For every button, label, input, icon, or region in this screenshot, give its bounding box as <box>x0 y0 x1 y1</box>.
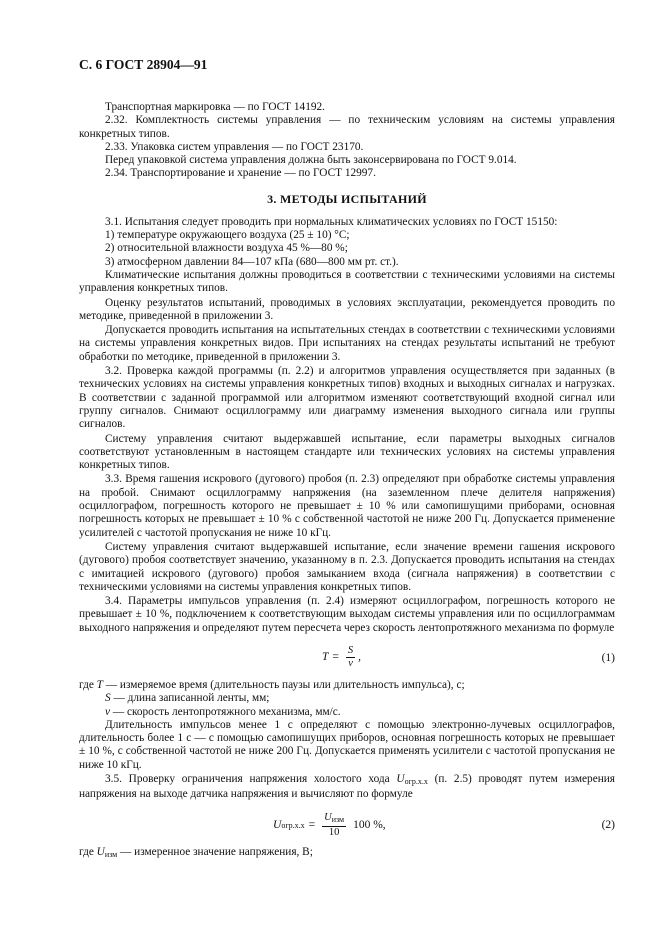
paragraph: Транспортная маркировка — по ГОСТ 14192. <box>105 101 325 113</box>
formula-number: (2) <box>601 818 615 831</box>
list-item: 1) температуре окружающего воздуха (25 ± 10) °С; <box>105 229 350 242</box>
where-lead: где <box>79 845 97 858</box>
definition <box>79 706 615 719</box>
paragraph: 2.33. Упаковка систем управления — по ГОСТ 23170. <box>105 140 364 153</box>
formula-number: (1) <box>601 651 615 664</box>
symbol: U <box>96 845 105 858</box>
paragraph <box>79 773 615 802</box>
paragraph: Климатические испытания должны проводиться в соответствии с техническими условиями на системы управления конкретных типов. <box>79 268 615 295</box>
formula-2 <box>79 808 615 842</box>
definition-text: — измеренное значение напряжения, В; <box>117 845 313 858</box>
definition <box>79 679 615 692</box>
formula-lhs: U <box>273 819 282 832</box>
list-item: 3) атмосферном давлении 84—107 кПа (680—800 мм рт. ст.). <box>105 255 399 268</box>
symbol: U <box>396 773 405 786</box>
formula-1 <box>79 641 615 675</box>
definition-text: — длина записанной ленты, мм; <box>110 692 270 705</box>
paragraph: Длительность импульсов менее 1 с определяют с помощью электронно-лучевых осциллографов, длительность более 1 с — с помощью самопишущих приборов, основная погрешность которых не превышает ± 10 %, с собственной частотой не ниже 200 Гц. Допускается применять усилители с частотой пропускания не ниже 10 кГц. <box>79 718 615 771</box>
formula-eq: = <box>332 651 339 664</box>
list-item: 2) относительной влажности воздуха 45 %—80 %; <box>105 242 348 255</box>
formula-fraction <box>322 812 346 839</box>
formula-lhs: T <box>322 651 329 664</box>
formula-tail: 100 %, <box>353 819 386 832</box>
paragraph: Оценку результатов испытаний, проводимых в условиях эксплуатации, рекомендуется проводить по методике, приведенной в приложении 3. <box>79 296 615 322</box>
paragraph: Систему управления считают выдержавшей испытание, если значение времени гашения искрового (дугового) пробоя соответствует значению, указанному в п. 2.3. Допускается проводить испытания на стендах с имитацией искрового (дугового) пробоя замыканием входа (сигнала напряжения) в соответствии с техническими условиями на системы управления конкретных типов. <box>79 540 615 593</box>
formula-tail: , <box>358 651 362 664</box>
document-page <box>79 57 615 861</box>
subscript: огр.х.х <box>404 777 428 787</box>
where-lead: где <box>79 678 97 691</box>
subscript: изм <box>331 814 345 824</box>
paragraph: Систему управления считают выдержавшей испытание, если параметры выходных сигналов соответствуют установленным в настоящем стандарте или технических условиях на системы управления конкретных типов. <box>79 432 615 472</box>
subscript: изм <box>104 849 118 859</box>
paragraph: 2.34. Транспортирование и хранение — по ГОСТ 12997. <box>105 167 376 180</box>
symbol: U <box>324 811 332 823</box>
formula-denominator: 10 <box>328 826 340 838</box>
definition <box>79 846 615 861</box>
paragraph: Перед упаковкой система управления должна быть законсервирована по ГОСТ 9.014. <box>105 154 517 167</box>
definition-text: — измеряемое время (длительность паузы или длительность импульса), с; <box>102 678 465 691</box>
formula-numerator <box>322 812 346 827</box>
section-title: 3. МЕТОДЫ ИСПЫТАНИЙ <box>267 191 427 206</box>
definition-text: — скорость лентопротяжного механизма, мм/с. <box>110 705 341 718</box>
symbol: v <box>105 705 111 718</box>
subscript: огр.х.х <box>281 820 305 830</box>
definition <box>79 692 615 705</box>
text: 3.5. Проверку ограничения напряжения холостого хода <box>105 773 397 786</box>
text: (п. 2.5) проводят путем измерения напряжения на выходе датчика напряжения и вычисляют по формуле <box>79 773 615 801</box>
formula-numerator: S <box>347 644 354 656</box>
paragraph: Допускается проводить испытания на испытательных стендах в соответствии с техническими условиями на системы управления конкретных видов. При испытаниях на стендах результаты испытаний не требуют обработки по методике, приведенной в приложении 3. <box>79 324 615 363</box>
paragraph: 3.1. Испытания следует проводить при нормальных климатических условиях по ГОСТ 15150: <box>105 215 558 228</box>
paragraph: 3.3. Время гашения искрового (дугового) пробоя (п. 2.3) определяют при обработке системы управления на пробой. Снимают осциллограмму напряжения (на заземленном плече делителя напряжения) осциллографом, погрешность которого не превышает ± 10 % или самопишущими приборами, основная погрешность которых не превышает ± 10 % с собственной частотой не ниже 200 Гц. Допускается применение усилителей с частотой пропускания не ниже 10 кГц. <box>79 473 615 539</box>
page-header: С. 6 ГОСТ 28904—91 <box>79 57 208 72</box>
symbol: S <box>105 692 111 705</box>
paragraph: 3.4. Параметры импульсов управления (п. 2.4) измеряют осциллографом, погрешность которого не превышает ± 10 %, подключением к соответствующим выходам системы управления или по осциллограммам выходного напряжения и определяют путем пересчета через скорость лентопротяжного механизма по формуле <box>79 595 615 634</box>
paragraph: 3.2. Проверка каждой программы (п. 2.2) и алгоритмов управления осуществляется при заданных (в технических условиях на системы управления конкретных типов) входных и выходных сигналах и нагрузках. В соответствии с заданной программой или алгоритмом изменяют соответствующий входной сигнал или группу сигналов. Снимают осциллограмму или диаграмму изменения выходного сигнала или группы сигналов. <box>79 365 615 431</box>
symbol: T <box>96 678 103 691</box>
formula-eq: = <box>308 819 316 832</box>
paragraph: 2.32. Комплектность системы управления — по техническим условиям на системы управления конкретных типов. <box>79 114 615 140</box>
formula-fraction <box>346 645 355 670</box>
formula-denominator: v <box>348 657 353 669</box>
